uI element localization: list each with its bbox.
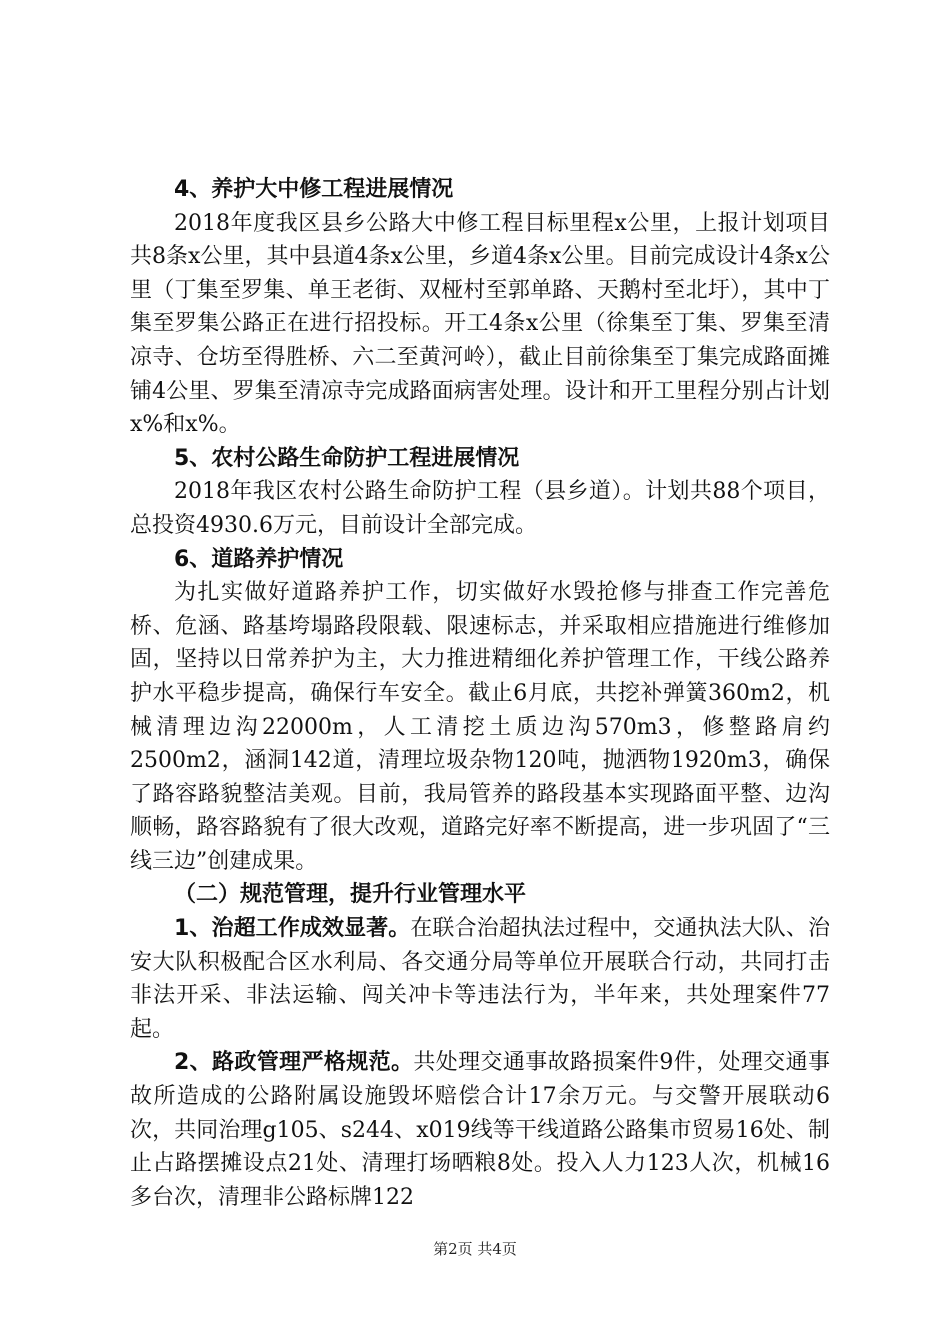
paragraph-overload-control: [130, 912, 830, 1046]
part-heading-standard-management: （二）规范管理，提升行业管理水平: [174, 882, 527, 908]
section-heading-road-maintenance: 6、道路养护情况: [174, 546, 344, 572]
paragraph-road-maintenance: 为扎实做好道路养护工作，切实做好水毁抢修与排查工作完善危桥、危涵、路基垮塌路段限载、限速标志，并采取相应措施进行维修加固，坚持以日常养护为主，大力推进精细化养护管理工作，干线公路养护水平稳步提高，确保行车安全。截止6月底，共挖补弹簧360m2，机械清理边沟22000m，人工清挖土质边沟570m3，修整路肩约2500m2，涵洞142道，清理垃圾杂物120吨，抛洒物1920m3，确保了路容路貌整洁美观。目前，我局管养的路段基本实现路面平整、边沟顺畅，路容路貌有了很大改观，道路完好率不断提高，进一步巩固了“三线三边”创建成果。: [130, 580, 830, 874]
paragraph-lead-overload-control: 1、治超工作成效显著。: [174, 916, 411, 942]
paragraph-maintenance-repair: 2018年度我区县乡公路大中修工程目标里程x公里，上报计划项目共8条x公里，其中县道4条x公里，乡道4条x公里。目前完成设计4条x公里（丁集至罗集、单王老街、双桠村至郭单路、天鹅村至北圩），其中丁集至罗集公路正在进行招投标。开工4条x公里（徐集至丁集、罗集至清凉寺、仓坊至得胜桥、六二至黄河岭），截止目前徐集至丁集完成路面摊铺4公里、罗集至清凉寺完成路面病害处理。设计和开工里程分别占计划x%和x%。: [130, 210, 830, 438]
paragraph-road-administration: [130, 1046, 830, 1214]
page-number: 第2页 共4页: [433, 1240, 517, 1258]
section-heading-maintenance-repair: 4、养护大中修工程进展情况: [174, 177, 454, 202]
paragraph-lead-road-administration: 2、路政管理严格规范。: [174, 1050, 414, 1076]
paragraph-text-road-administration: 共处理交通事故路损案件9件，处理交通事故所造成的公路附属设施毁坏赔偿合计17余万元。与交警开展联动6次，共同治理g105、s244、x019线等干线道路公路集市贸易16处、制止占路摆摊设点21处、清理打场晒粮8处。投入人力123人次，机械16多台次，清理非公路标牌122: [130, 1050, 831, 1210]
section-heading-life-protection: 5、农村公路生命防护工程进展情况: [174, 445, 520, 471]
document-body: [130, 173, 830, 1214]
paragraph-text-overload-control: 在联合治超执法过程中，交通执法大队、治安大队积极配合区水利局、各交通分局等单位开展联合行动，共同打击非法开采、非法运输、闯关冲卡等违法行为，半年来，共处理案件77起。: [130, 916, 830, 1042]
paragraph-life-protection: 2018年我区农村公路生命防护工程（县乡道）。计划共88个项目，总投资4930.6万元，目前设计全部完成。: [130, 479, 830, 538]
